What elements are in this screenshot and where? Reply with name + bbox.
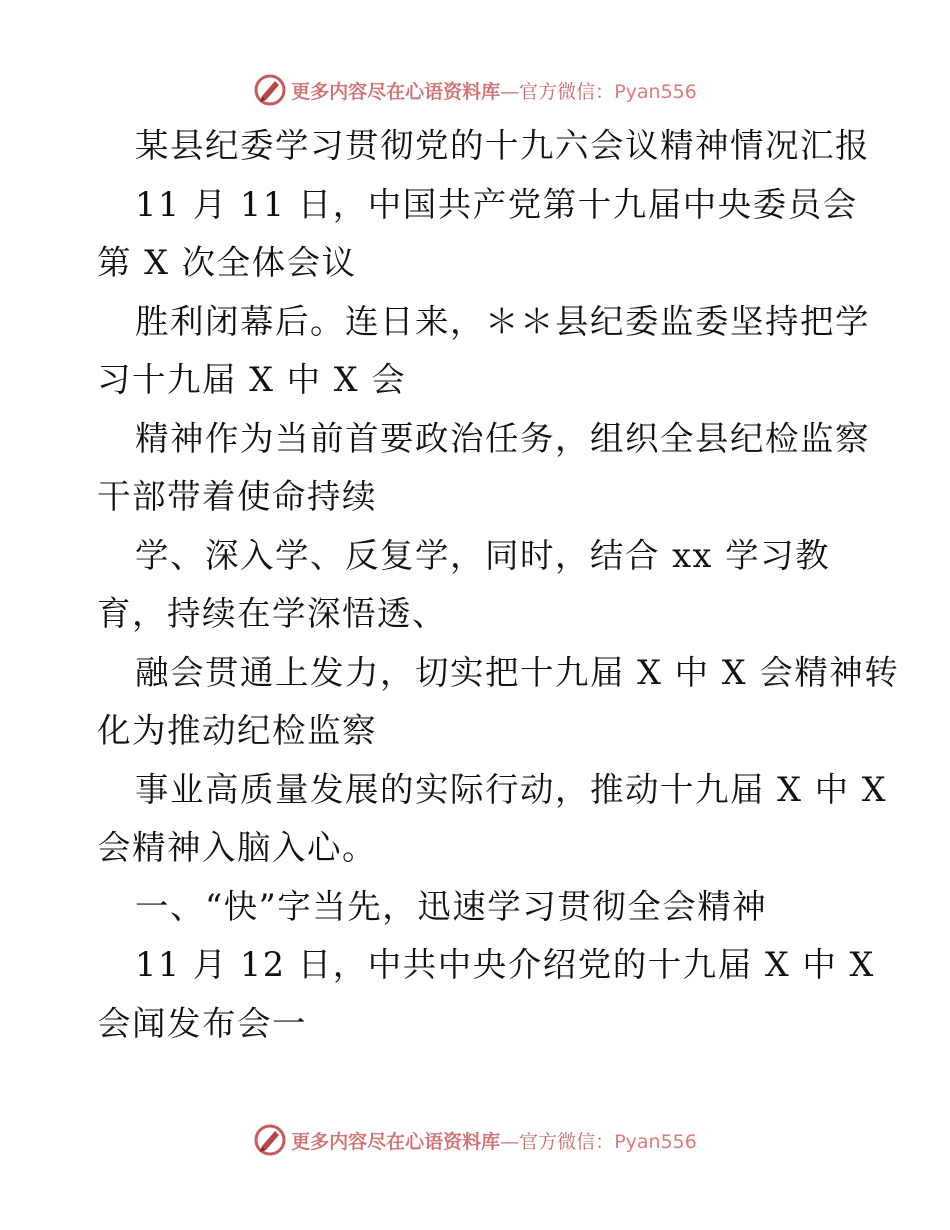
watermark-wechat-label: 官方微信： <box>519 80 615 103</box>
paragraph-line: 会精神入脑入心。 <box>97 828 377 867</box>
paragraph-line: 精神作为当前首要政治任务，组织全县纪检监察 <box>135 419 870 458</box>
watermark-text <box>291 77 697 104</box>
paragraph-line: 育，持续在学深悟透、 <box>97 594 447 633</box>
section-heading: 一、“快”字当先，迅速学习贯彻全会精神 <box>135 887 768 926</box>
paragraph-line: 化为推动纪检监察 <box>97 711 377 750</box>
pen-logo-icon <box>253 73 287 107</box>
watermark-separator: — <box>500 1130 520 1153</box>
paragraph-line: 胜利闭幕后。连日来，＊＊县纪委监委坚持把学 <box>135 302 870 341</box>
watermark-site-text: 更多内容尽在心语资料库 <box>291 80 501 103</box>
watermark-text <box>291 1127 697 1154</box>
paragraph-line: 融会贯通上发力，切实把十九届 X 中 X 会精神转 <box>135 653 900 692</box>
watermark-account: Pyan556 <box>614 80 697 103</box>
paragraph-line: 11 月 11 日，中国共产党第十九届中央委员会 <box>135 185 858 224</box>
paragraph-line: 干部带着使命持续 <box>97 477 377 516</box>
paragraph-line: 事业高质量发展的实际行动，推动十九届 X 中 X <box>135 770 888 809</box>
pen-logo-icon <box>253 1123 287 1157</box>
watermark-account: Pyan556 <box>614 1130 697 1153</box>
paragraph-line: 习十九届 X 中 X 会 <box>97 360 407 399</box>
footer-watermark <box>0 1120 950 1160</box>
paragraph-line: 11 月 12 日，中共中央介绍党的十九届 X 中 X <box>135 945 875 984</box>
document-title: 某县纪委学习贯彻党的十九六会议精神情况汇报 <box>135 126 870 165</box>
paragraph-line: 学、深入学、反复学，同时，结合 xx 学习教 <box>135 536 831 575</box>
paragraph-line: 第 X 次全体会议 <box>97 243 357 282</box>
watermark-separator: — <box>500 80 520 103</box>
paragraph-line: 会闻发布会一 <box>97 1004 307 1043</box>
watermark-wechat-label: 官方微信： <box>519 1130 615 1153</box>
watermark-site-text: 更多内容尽在心语资料库 <box>291 1130 501 1153</box>
header-watermark <box>0 70 950 110</box>
